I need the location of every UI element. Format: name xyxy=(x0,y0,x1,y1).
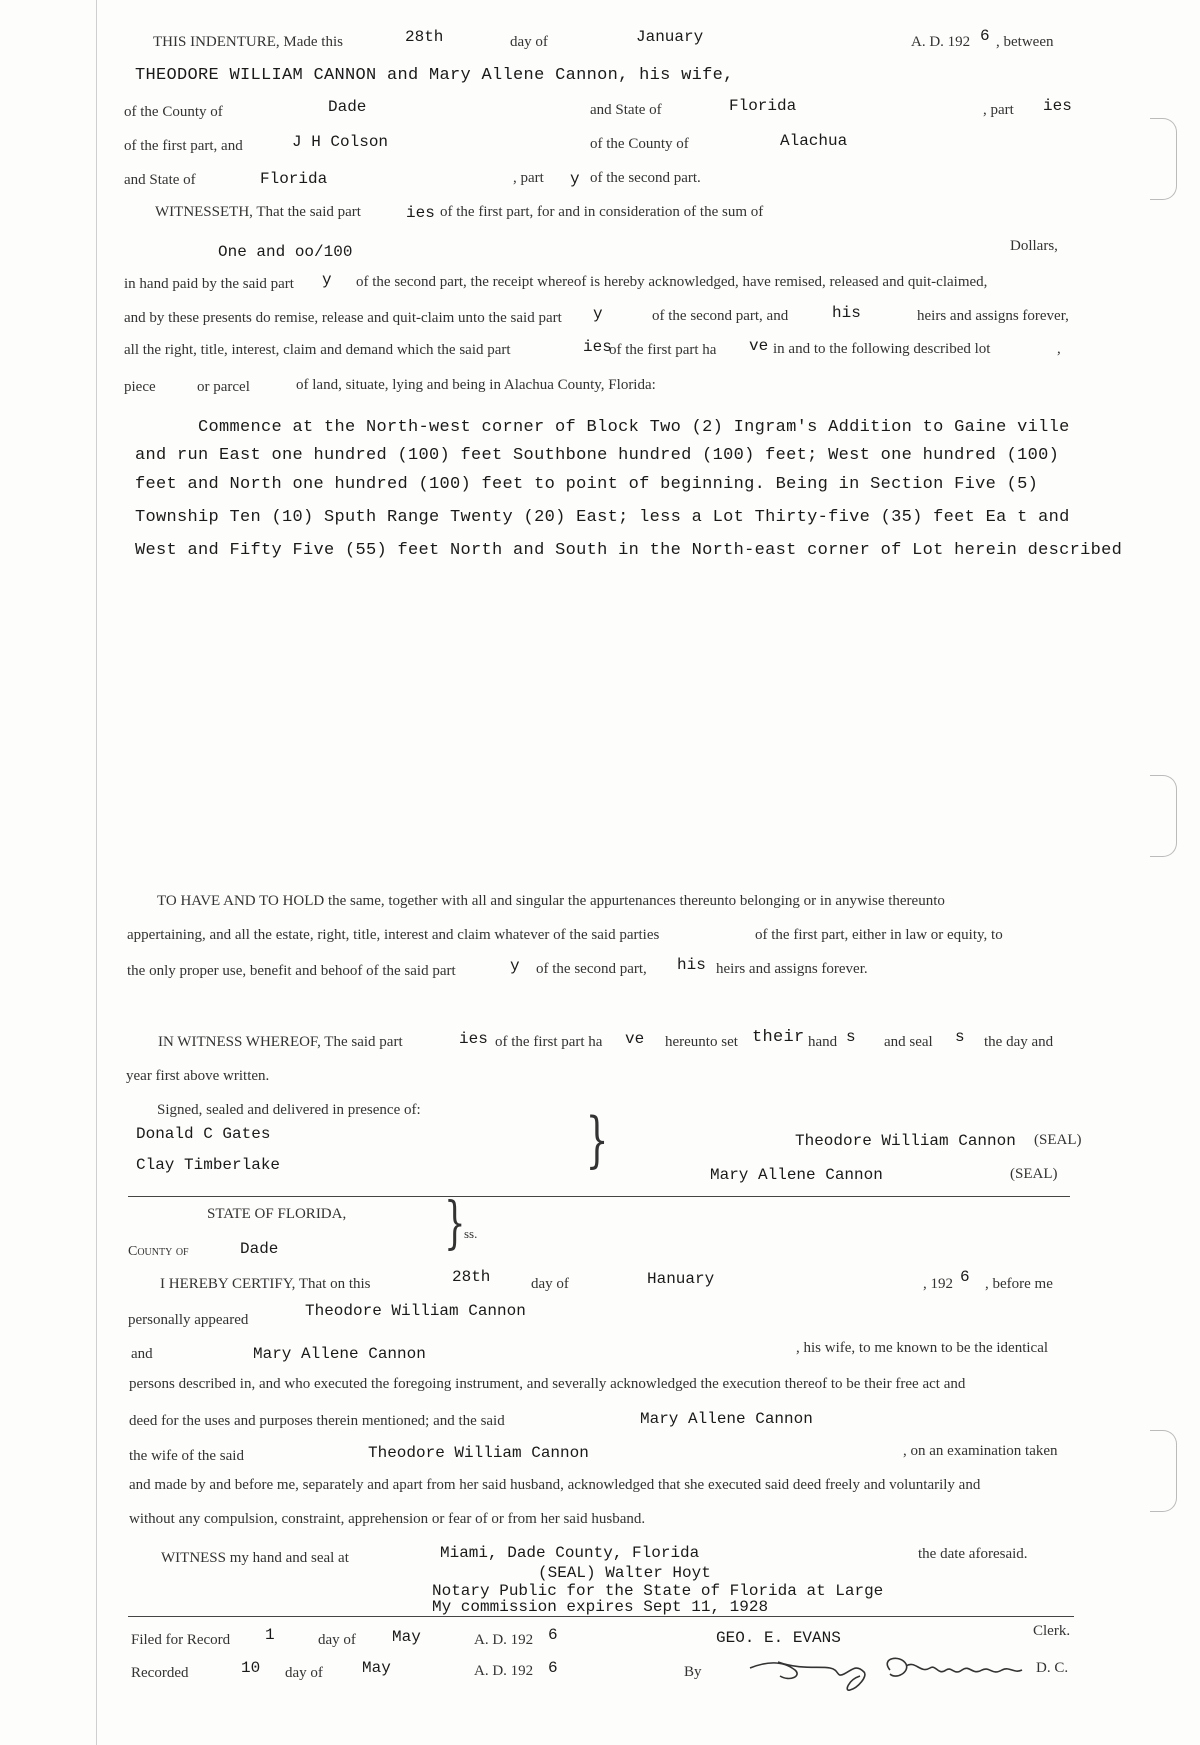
filed-day-of: day of xyxy=(318,1632,356,1648)
habendum-line-1: TO HAVE AND TO HOLD the same, together with all and singular the appurtenances thereunto belonging or in anywise thereunto xyxy=(157,893,945,909)
habendum-line-3b: of the second part, xyxy=(536,961,647,977)
ack-line-6b: , on an examination taken xyxy=(903,1443,1058,1459)
recorded-ad: A. D. 192 xyxy=(474,1663,534,1679)
first-part-label: of the first part, and xyxy=(124,138,243,154)
paid-suffix: y xyxy=(322,271,332,289)
filed-for-record: Filed for Record xyxy=(131,1632,231,1648)
witness-whereof-b: of the first part ha xyxy=(495,1034,603,1050)
indenture-ad: A. D. 192 xyxy=(911,34,971,50)
second-part-label: of the second part. xyxy=(590,170,701,186)
certify-192: , 192 xyxy=(923,1276,953,1292)
witness-whereof-s2: s xyxy=(955,1028,965,1046)
habendum-suffix: y xyxy=(510,957,520,975)
filed-ad: A. D. 192 xyxy=(474,1632,534,1648)
clerk-label: Clerk. xyxy=(1033,1623,1071,1639)
ack-line-4: persons described in, and who executed the foregoing instrument, and severally acknowledged the execution thereof to be their free act and xyxy=(129,1376,966,1392)
part-label-2: , part xyxy=(513,170,544,186)
part-label-1: , part xyxy=(983,102,1014,118)
ack-line-8: without any compulsion, constraint, apprehension or fear of or from her said husband. xyxy=(129,1511,646,1527)
right-title-ve: ve xyxy=(749,337,769,355)
indenture-day: 28th xyxy=(405,28,444,46)
piece-label: piece xyxy=(124,379,156,395)
right-title-comma: , xyxy=(1057,341,1061,357)
witness-whereof-ve: ve xyxy=(625,1030,645,1048)
grantor-names: THEODORE WILLIAM CANNON and Mary Allene Cannon, his wife, xyxy=(135,66,734,85)
state-label-1: and State of xyxy=(590,102,662,118)
filed-month: May xyxy=(392,1628,421,1646)
recorded-label: Recorded xyxy=(131,1665,189,1681)
certify-year: 6 xyxy=(960,1268,970,1286)
witnesseth-suffix: ies xyxy=(406,204,435,222)
indenture-day-of: day of xyxy=(510,34,548,50)
witness-hand-seal: WITNESS my hand and seal at xyxy=(161,1550,349,1566)
consideration-sum: One and oo/100 xyxy=(218,243,353,261)
certify-day: 28th xyxy=(452,1268,491,1286)
signed-sealed-label: Signed, sealed and delivered in presence of: xyxy=(157,1102,421,1118)
witness-brace: } xyxy=(585,1105,609,1175)
recorded-by: By xyxy=(684,1664,702,1680)
notary-title: Notary Public for the State of Florida at Large xyxy=(432,1582,884,1600)
remise-a: and by these presents do remise, release and quit-claim unto the said part xyxy=(124,310,562,326)
and-label: and xyxy=(131,1346,153,1362)
ack-county: Dade xyxy=(240,1240,279,1258)
state-of-florida: STATE OF FLORIDA, xyxy=(207,1206,347,1222)
ss-label: ss. xyxy=(464,1226,478,1241)
habendum-line-3a: the only proper use, benefit and behoof of the said part xyxy=(127,963,456,979)
divider-filing xyxy=(128,1616,1074,1617)
indenture-between: , between xyxy=(996,34,1054,50)
certify-a: I HEREBY CERTIFY, That on this xyxy=(160,1276,371,1292)
deputy-clerk-label: D. C. xyxy=(1036,1660,1069,1676)
state-label-2: and State of xyxy=(124,172,196,188)
his-wife-known: , his wife, to me known to be the identical xyxy=(796,1340,1049,1356)
personally-appeared: personally appeared xyxy=(128,1312,249,1328)
legal-description-line-1: Commence at the North-west corner of Block Two (2) Ingram's Addition to Gaine ville xyxy=(198,418,1070,437)
year-first-written: year first above written. xyxy=(126,1068,270,1084)
remise-b: of the second part, and xyxy=(652,308,789,324)
witness-whereof-c: hereunto set xyxy=(665,1034,738,1050)
grantor-2-signature: Mary Allene Cannon xyxy=(710,1166,883,1184)
witnesseth-b: of the first part, for and in consideration of the sum of xyxy=(440,204,764,220)
notary-commission: My commission expires Sept 11, 1928 xyxy=(432,1598,769,1616)
habendum-his: his xyxy=(677,956,706,974)
filed-year: 6 xyxy=(548,1626,558,1644)
grantor-state: Florida xyxy=(729,97,797,115)
witness-whereof-d: hand xyxy=(808,1034,838,1050)
grantee-state: Florida xyxy=(260,170,328,188)
witness-whereof-a: IN WITNESS WHEREOF, The said part xyxy=(158,1034,403,1050)
witness-2-name: Clay Timberlake xyxy=(136,1156,281,1174)
recorded-year: 6 xyxy=(548,1659,558,1677)
grantor-1-signature: Theodore William Cannon xyxy=(795,1132,1016,1150)
witness-whereof-e: and seal xyxy=(884,1034,933,1050)
right-title-suffix: ies xyxy=(583,338,612,356)
legal-description-line-2: and run East one hundred (100) feet Southbone hundred (100) feet; West one hundred (100) xyxy=(135,446,1060,465)
legal-description-line-4: Township Ten (10) Sputh Range Twenty (20) East; less a Lot Thirty-five (35) feet Ea t and xyxy=(135,508,1070,527)
binder-hole-bottom xyxy=(1150,1430,1177,1512)
date-aforesaid: the date aforesaid. xyxy=(918,1546,1028,1562)
husband-name: Theodore William Cannon xyxy=(368,1444,589,1462)
grantee-county: Alachua xyxy=(780,132,848,150)
indenture-intro: THIS INDENTURE, Made this xyxy=(153,34,343,50)
indenture-year: 6 xyxy=(980,27,990,45)
parcel-label: or parcel xyxy=(197,379,250,395)
wife-name-1: Mary Allene Cannon xyxy=(253,1345,426,1363)
notary-seal-name: (SEAL) Walter Hoyt xyxy=(538,1564,711,1582)
witness-whereof-their: their xyxy=(752,1028,805,1047)
witness-whereof-suffix: ies xyxy=(459,1030,488,1048)
recorded-day-of: day of xyxy=(285,1665,323,1681)
certify-day-of: day of xyxy=(531,1276,569,1292)
county-label-1: of the County of xyxy=(124,104,223,120)
paid-b: of the second part, the receipt whereof is hereby acknowledged, have remised, released and quit-claimed, xyxy=(356,274,988,290)
grantee-name: J H Colson xyxy=(292,133,389,151)
right-title-b: of the first part ha xyxy=(609,342,717,358)
recorded-month: May xyxy=(362,1659,391,1677)
part-suffix-2: y xyxy=(570,170,580,188)
right-title-a: all the right, title, interest, claim and demand which the said part xyxy=(124,342,511,358)
ack-line-5a: deed for the uses and purposes therein mentioned; and the said xyxy=(129,1413,505,1429)
legal-description-line-3: feet and North one hundred (100) feet to point of beginning. Being in Section Five (5) xyxy=(135,475,1039,494)
remise-his: his xyxy=(832,304,861,322)
remise-c: heirs and assigns forever, xyxy=(917,308,1069,324)
habendum-line-2b: of the first part, either in law or equity, to xyxy=(755,927,1003,943)
witness-whereof-f: the day and xyxy=(984,1034,1054,1050)
ack-line-6a: the wife of the said xyxy=(129,1448,244,1464)
right-title-c: in and to the following described lot xyxy=(773,341,991,357)
dollars-label: Dollars, xyxy=(1010,238,1058,254)
filed-day: 1 xyxy=(265,1626,275,1644)
binder-hole-top xyxy=(1150,118,1177,200)
ack-place: Miami, Dade County, Florida xyxy=(440,1544,700,1562)
seal-1: (SEAL) xyxy=(1034,1132,1082,1148)
part-suffix-1: ies xyxy=(1043,97,1072,115)
witness-whereof-s1: s xyxy=(846,1028,856,1046)
seal-2: (SEAL) xyxy=(1010,1166,1058,1182)
remise-suffix: y xyxy=(593,305,603,323)
indenture-month: January xyxy=(636,28,704,46)
county-label-2: of the County of xyxy=(590,136,689,152)
legal-description-line-5: West and Fifty Five (55) feet North and South in the North-east corner of Lot herein described xyxy=(135,541,1123,560)
witnesseth-a: WITNESSETH, That the said part xyxy=(155,204,361,220)
certify-before-me: , before me xyxy=(985,1276,1053,1292)
witness-1-name: Donald C Gates xyxy=(136,1125,271,1143)
wife-name-2: Mary Allene Cannon xyxy=(640,1410,813,1428)
land-situate: of land, situate, lying and being in Alachua County, Florida: xyxy=(296,377,656,393)
divider-acknowledgment xyxy=(128,1196,1070,1197)
ack-line-7: and made by and before me, separately and apart from her said husband, acknowledged that she executed said deed freely and voluntarily and xyxy=(129,1477,981,1493)
ss-brace: } xyxy=(444,1191,466,1256)
habendum-line-3c: heirs and assigns forever. xyxy=(716,961,868,977)
appeared-name: Theodore William Cannon xyxy=(305,1302,526,1320)
paid-a: in hand paid by the said part xyxy=(124,276,294,292)
recorded-day: 10 xyxy=(241,1659,261,1677)
left-margin-line xyxy=(96,0,97,1745)
grantor-county: Dade xyxy=(328,98,367,116)
binder-hole-middle xyxy=(1150,775,1177,857)
certify-month: Hanuary xyxy=(647,1270,715,1288)
deputy-clerk-signature xyxy=(740,1640,1030,1700)
habendum-line-2a: appertaining, and all the estate, right, title, interest and claim whatever of the said parties xyxy=(127,927,660,943)
county-of-label: County of xyxy=(128,1244,189,1259)
clerk-name: GEO. E. EVANS xyxy=(716,1629,841,1647)
